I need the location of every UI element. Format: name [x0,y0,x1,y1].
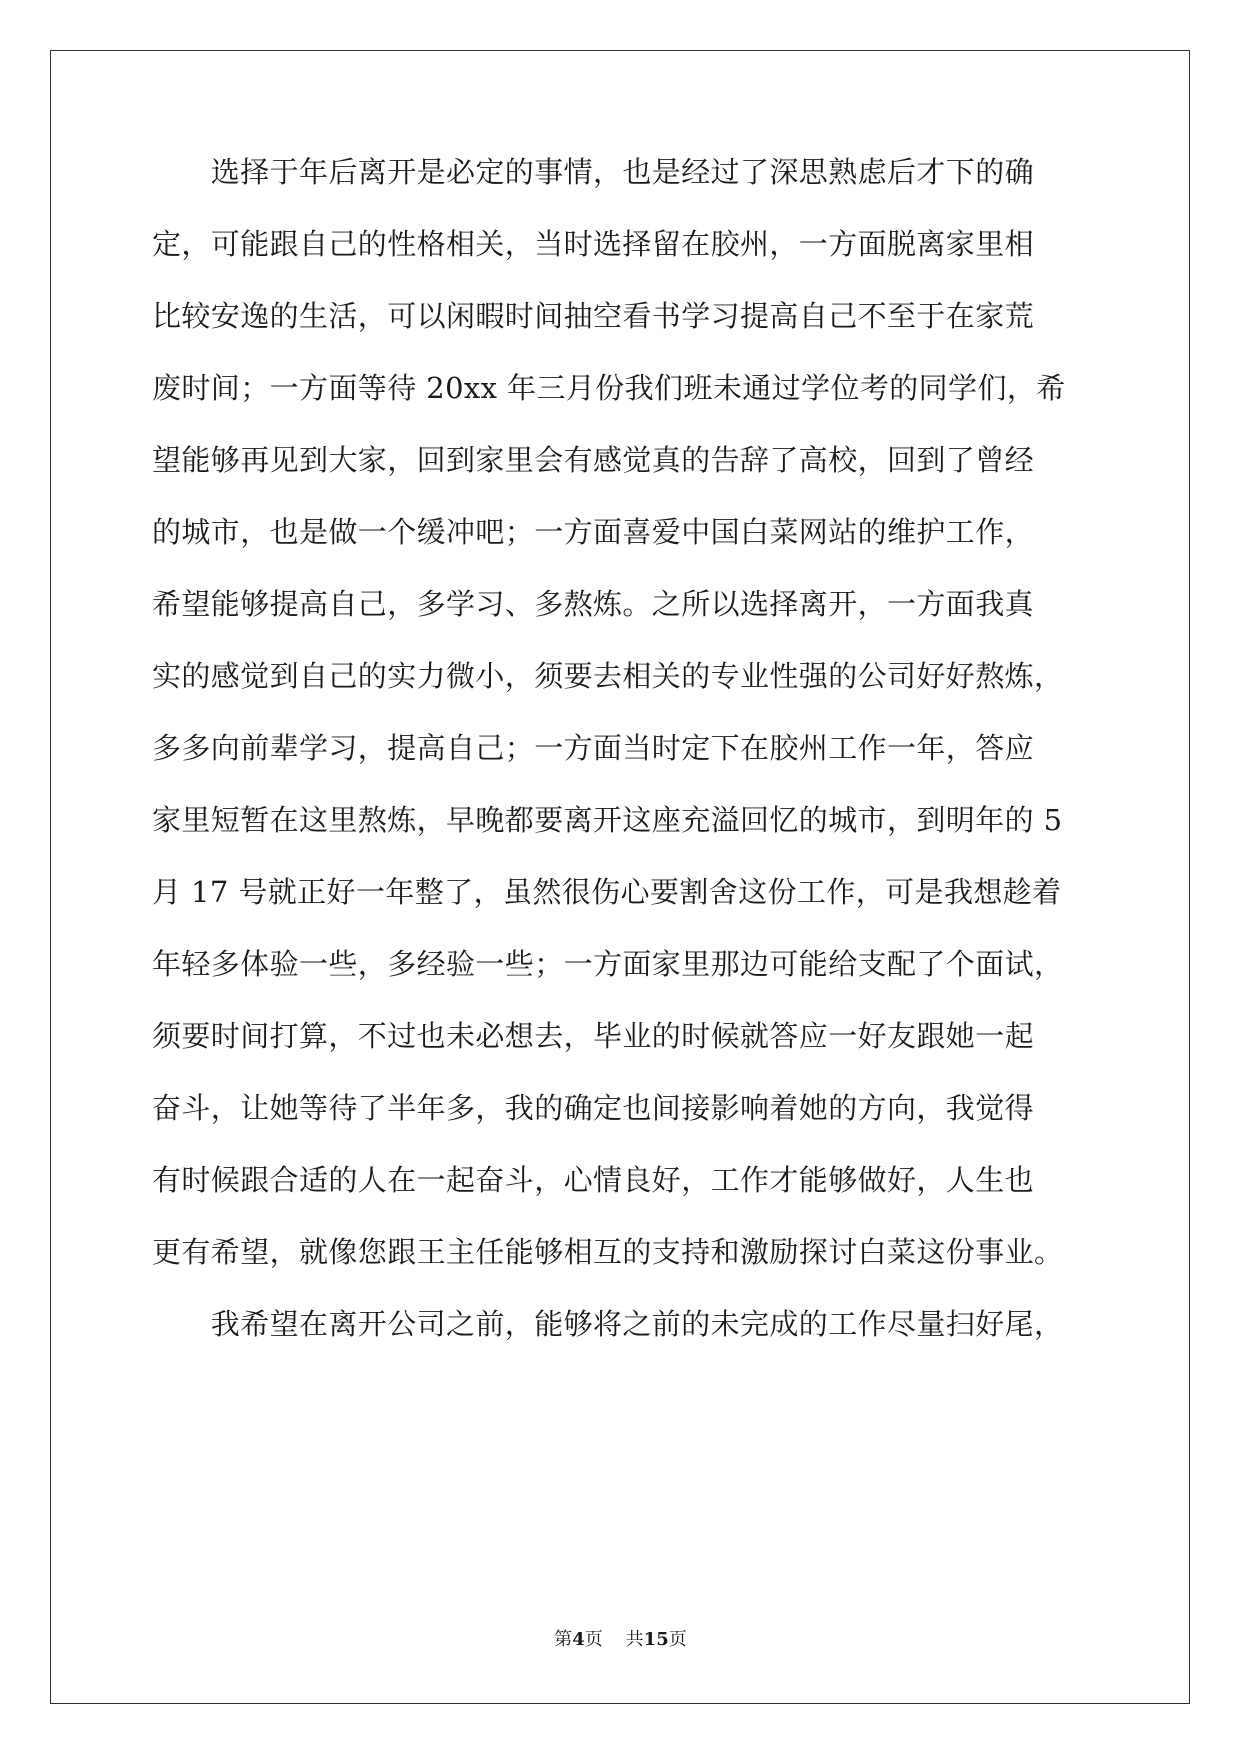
text-line: 实的感觉到自己的实力微小，须要去相关的专业性强的公司好好熬炼， [152,659,1064,693]
text-line: 有时候跟合适的人在一起奋斗，心情良好，工作才能够做好，人生也 [152,1163,1035,1197]
text-line: 的城市，也是做一个缓冲吧；一方面喜爱中国白菜网站的维护工作， [152,515,1035,549]
total-pages-number: 15 [643,1629,669,1650]
current-page-number: 4 [572,1629,585,1650]
text-line: 选择于年后离开是必定的事情，也是经过了深思熟虑后才下的确 [152,155,1035,189]
text-line: 奋斗，让她等待了半年多，我的确定也间接影响着她的方向，我觉得 [152,1091,1035,1125]
footer-total-prefix: 共 [625,1629,644,1650]
footer-prefix: 第 [554,1629,573,1650]
text-line: 多多向前辈学习，提高自己；一方面当时定下在胶州工作一年，答应 [152,731,1035,765]
page-footer [0,1628,1241,1652]
footer-page-word: 页 [584,1629,603,1650]
text-line: 更有希望，就像您跟王主任能够相互的支持和激励探讨白菜这份事业。 [152,1235,1064,1269]
text-line: 我希望在离开公司之前，能够将之前的未完成的工作尽量扫好尾， [152,1307,1064,1341]
text-line: 废时间；一方面等待 20xx 年三月份我们班未通过学位考的同学们，希 [152,371,1066,405]
text-line: 年轻多体验一些，多经验一些；一方面家里那边可能给支配了个面试， [152,947,1064,981]
text-line: 月 17 号就正好一年整了，虽然很伤心要割舍这份工作，可是我想趁着 [152,875,1062,909]
text-line: 家里短暂在这里熬炼，早晚都要离开这座充溢回忆的城市，到明年的 5 [152,803,1063,837]
text-line: 定，可能跟自己的性格相关，当时选择留在胶州，一方面脱离家里相 [152,227,1035,261]
text-line: 希望能够提高自己，多学习、多熬炼。之所以选择离开，一方面我真 [152,587,1035,621]
text-line: 须要时间打算，不过也未必想去，毕业的时候就答应一好友跟她一起 [152,1019,1035,1053]
text-line: 比较安逸的生活，可以闲暇时间抽空看书学习提高自己不至于在家荒 [152,299,1035,333]
footer-total-suffix: 页 [668,1629,687,1650]
text-line: 望能够再见到大家，回到家里会有感觉真的告辞了高校，回到了曾经 [152,443,1035,477]
